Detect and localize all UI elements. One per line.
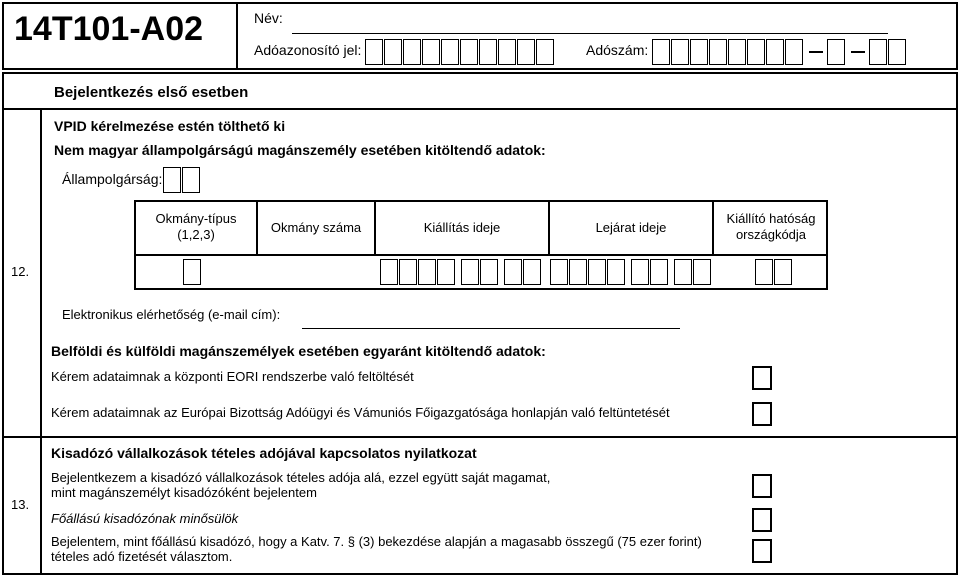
citizenship-label: Állampolgárság: xyxy=(62,171,163,187)
col-issue-date: Kiállítás ideje xyxy=(423,220,501,235)
kata-register-checkbox[interactable] xyxy=(752,474,772,498)
tax-number-label: Adószám: xyxy=(586,42,649,58)
name-label: Név: xyxy=(254,10,283,26)
tax-id-field[interactable] xyxy=(365,39,555,65)
document-table-header-line xyxy=(134,254,828,256)
vpid-title: VPID kérelmezése estén tölthető ki xyxy=(54,118,286,134)
kata-fulltime-label: Főállású kisadózónak minősülök xyxy=(51,511,239,526)
kata-register-line2: mint magánszemélyt kisadózóként bejelentem xyxy=(51,485,317,500)
section-title: Bejelentkezés első esetben xyxy=(54,84,249,101)
col-doc-number: Okmány száma xyxy=(270,220,362,235)
doc-type-field[interactable] xyxy=(183,259,202,285)
kata-fulltime-checkbox[interactable] xyxy=(752,508,772,532)
publish-request-checkbox[interactable] xyxy=(752,402,772,426)
foreign-title: Nem magyar állampolgárságú magánszemély esetében kitöltendő adatok: xyxy=(54,142,546,158)
issue-date-field[interactable] xyxy=(550,259,717,285)
kata-higher-line1: Bejelentem, mint főállású kisadózó, hogy a Katv. 7. § (3) bekezdése alapján a magasabb összegű (75 ezer forint) xyxy=(51,534,702,549)
email-label: Elektronikus elérhetőség (e-mail cím): xyxy=(62,307,281,322)
row-number-12: 12. xyxy=(11,264,30,279)
row-divider xyxy=(2,436,958,438)
eori-request-label: Kérem adataimnak a központi EORI rendszerbe való feltöltését xyxy=(51,369,414,384)
kata-title: Kisadózó vállalkozások tételes adójával kapcsolatos nyilatkozat xyxy=(51,445,477,461)
col-doc-type: Okmány-típus (1,2,3) xyxy=(155,211,237,242)
name-field[interactable] xyxy=(292,33,888,34)
col-expiry-date: Lejárat ideje xyxy=(595,220,667,235)
email-field[interactable] xyxy=(302,328,680,329)
doc-number-field[interactable] xyxy=(380,259,547,285)
row-number-13: 13. xyxy=(11,497,30,512)
form-code: 14T101-A02 xyxy=(14,10,204,48)
issuer-country-field[interactable] xyxy=(755,259,793,285)
kata-higher-checkbox[interactable] xyxy=(752,539,772,563)
citizenship-field[interactable] xyxy=(163,167,201,193)
col-issuer-country: Kiállító hatóság országkódja xyxy=(726,211,816,242)
header-divider xyxy=(236,2,238,70)
tax-number-field[interactable] xyxy=(652,39,912,65)
kata-register-line1: Bejelentkezem a kisadózó vállalkozások tételes adója alá, ezzel együtt saját magamat, xyxy=(51,470,551,485)
tax-id-label: Adóazonosító jel: xyxy=(254,42,362,58)
eori-request-checkbox[interactable] xyxy=(752,366,772,390)
publish-request-label: Kérem adataimnak az Európai Bizottság Adóügyi és Vámuniós Főigazgatósága honlapján való feltüntetését xyxy=(51,405,670,420)
both-title: Belföldi és külföldi magánszemélyek esetében egyaránt kitöltendő adatok: xyxy=(51,343,546,359)
number-column-divider xyxy=(40,108,42,575)
kata-higher-line2: tételes adó fizetését választom. xyxy=(51,549,233,564)
